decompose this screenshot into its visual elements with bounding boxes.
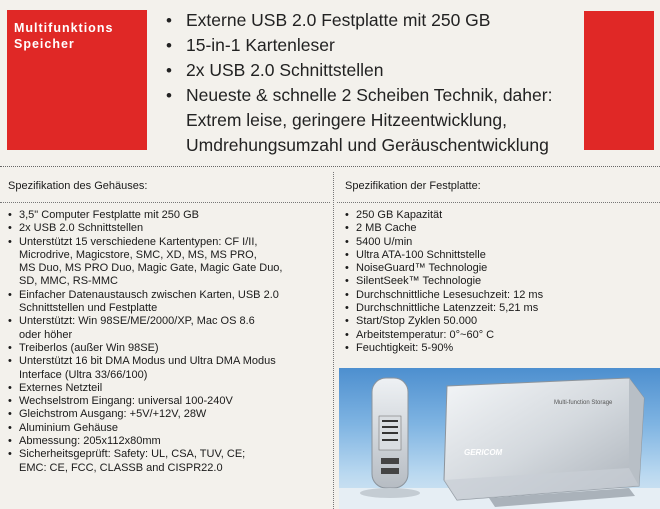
- feature-item-continuation: Umdrehungsumzahl und Geräuschentwicklung: [186, 135, 549, 155]
- bullet-icon: •: [345, 302, 349, 315]
- drive-spec-text: 2 MB Cache: [356, 222, 417, 235]
- bullet-icon: •: [8, 381, 12, 394]
- heading-rule: [0, 202, 330, 203]
- drive-spec-text: NoiseGuard™ Technologie: [356, 262, 488, 275]
- brand-logo-text: GERICOM: [464, 448, 503, 457]
- drive-spec-item: [337, 342, 660, 355]
- bullet-icon: •: [345, 222, 349, 235]
- housing-spec-item: [0, 355, 330, 382]
- card-slot: [382, 420, 398, 422]
- usb-port: [381, 458, 399, 464]
- usb-port: [381, 468, 399, 474]
- housing-spec-text: Gleichstrom Ausgang: +5V/+12V, 28W: [19, 408, 207, 421]
- housing-spec-item: [0, 222, 330, 235]
- bullet-icon: •: [345, 315, 349, 328]
- housing-spec-text: oder höher: [19, 328, 73, 341]
- housing-spec-list: [0, 209, 330, 475]
- drive-spec-text: 5400 U/min: [356, 235, 413, 248]
- column-separator: [333, 172, 334, 509]
- drive-spec-item: [337, 236, 660, 249]
- bullet-icon: •: [166, 36, 172, 55]
- bullet-icon: •: [8, 421, 12, 434]
- housing-spec-text: MS Duo, MS PRO Duo, Magic Gate, Magic Gate Duo,: [19, 262, 283, 275]
- housing-spec-text: Unterstützt 16 bit DMA Modus und Ultra DMA Modus: [19, 355, 276, 368]
- drive-spec-item: [337, 275, 660, 288]
- bullet-icon: •: [166, 11, 172, 30]
- housing-spec-item: [0, 448, 330, 475]
- drive-label-text: Multi-function Storage: [554, 400, 613, 406]
- title-line-1: Multifunktions: [14, 21, 114, 35]
- drive-spec-heading: Spezifikation der Festplatte:: [345, 180, 481, 192]
- bullet-icon: •: [345, 341, 349, 354]
- housing-spec-text: Aluminium Gehäuse: [19, 421, 119, 434]
- bullet-icon: •: [166, 61, 172, 80]
- tower-stand: [360, 488, 420, 498]
- drive-spec-text: Arbeitstemperatur: 0°~60° C: [356, 328, 495, 341]
- feature-item: • Externe USB 2.0 Festplatte mit 250 GB: [166, 8, 586, 33]
- bullet-icon: •: [345, 275, 349, 288]
- feature-item: • 15-in-1 Kartenleser: [166, 33, 586, 58]
- housing-spec-text: 2x USB 2.0 Schnittstellen: [19, 222, 144, 235]
- housing-spec-text: Interface (Ultra 33/66/100): [19, 368, 148, 381]
- bullet-icon: •: [8, 448, 12, 461]
- bullet-icon: •: [8, 435, 12, 448]
- drive-spec-item: [337, 249, 660, 262]
- product-title: [14, 20, 113, 52]
- bullet-icon: •: [345, 248, 349, 261]
- card-slot: [382, 432, 398, 434]
- bullet-icon: •: [345, 209, 349, 221]
- housing-spec-panel: [0, 170, 330, 509]
- drive-spec-text: Ultra ATA-100 Schnittstelle: [356, 248, 486, 261]
- drive-spec-item: [337, 262, 660, 275]
- bullet-icon: •: [8, 315, 12, 328]
- feature-item: • Neueste & schnelle 2 Scheiben Technik, daher:: [166, 83, 586, 108]
- housing-spec-item: [0, 236, 330, 289]
- housing-spec-text: Unterstützt: Win 98SE/ME/2000/XP, Mac OS 8.6: [19, 315, 255, 328]
- bullet-icon: •: [345, 262, 349, 275]
- bullet-icon: •: [345, 235, 349, 248]
- housing-spec-text: Schnittstellen und Festplatte: [19, 302, 158, 315]
- title-line-2: Speicher: [14, 37, 75, 51]
- housing-spec-text: Unterstützt 15 verschiedene Kartentypen: CF I/II,: [19, 235, 258, 248]
- housing-spec-text: Sicherheitsgeprüft: Safety: UL, CSA, TUV, CE;: [19, 448, 246, 461]
- heading-rule: [337, 202, 660, 203]
- drive-spec-text: SilentSeek™ Technologie: [356, 275, 482, 288]
- drive-spec-text: Durchschnittliche Lesesuchzeit: 12 ms: [356, 288, 544, 301]
- bullet-icon: •: [8, 341, 12, 354]
- drive-spec-item: [337, 315, 660, 328]
- housing-spec-item: [0, 422, 330, 435]
- product-illustration: [339, 368, 660, 509]
- product-photo: [339, 368, 660, 509]
- bullet-icon: •: [8, 408, 12, 421]
- drive-spec-text: Feuchtigkeit: 5-90%: [356, 341, 454, 354]
- housing-spec-text: Treiberlos (außer Win 98SE): [19, 341, 159, 354]
- housing-spec-text: Externes Netzteil: [19, 381, 103, 394]
- bullet-icon: •: [8, 222, 12, 235]
- housing-spec-text: Abmessung: 205x112x80mm: [19, 435, 161, 448]
- bullet-icon: •: [8, 288, 12, 301]
- drive-spec-item: [337, 209, 660, 222]
- housing-spec-item: [0, 315, 330, 342]
- housing-spec-item: [0, 209, 330, 222]
- housing-spec-text: SD, MMC, RS-MMC: [19, 275, 118, 288]
- housing-spec-item: [0, 342, 330, 355]
- housing-spec-text: 3,5" Computer Festplatte mit 250 GB: [19, 209, 199, 221]
- drive-spec-text: Durchschnittliche Latenzzeit: 5,21 ms: [356, 302, 539, 315]
- bullet-icon: •: [166, 86, 172, 105]
- housing-spec-item: [0, 382, 330, 395]
- housing-spec-text: Wechselstrom Eingang: universal 100-240V: [19, 395, 233, 408]
- card-slot: [382, 426, 398, 428]
- housing-spec-text: EMC: CE, FCC, CLASSB and CISPR22.0: [19, 461, 223, 474]
- housing-spec-item: [0, 408, 330, 421]
- drive-spec-item: [337, 289, 660, 302]
- housing-spec-item: [0, 289, 330, 316]
- drive-spec-item: [337, 302, 660, 315]
- section-divider: [0, 166, 660, 167]
- housing-spec-heading: Spezifikation des Gehäuses:: [8, 180, 148, 192]
- bullet-icon: •: [8, 235, 12, 248]
- bullet-icon: •: [345, 288, 349, 301]
- housing-spec-item: [0, 435, 330, 448]
- accent-red-box: [584, 11, 654, 150]
- drive-spec-item: [337, 329, 660, 342]
- drive-spec-text: 250 GB Kapazität: [356, 209, 443, 221]
- bullet-icon: •: [345, 328, 349, 341]
- bullet-icon: •: [8, 355, 12, 368]
- bullet-icon: •: [8, 395, 12, 408]
- housing-spec-item: [0, 395, 330, 408]
- drive-spec-item: [337, 222, 660, 235]
- card-slot: [382, 439, 398, 441]
- housing-spec-text: Microdrive, Magicstore, SMC, XD, MS, MS PRO,: [19, 248, 257, 261]
- feature-item: • 2x USB 2.0 Schnittstellen: [166, 58, 586, 83]
- drive-spec-text: Start/Stop Zyklen 50.000: [356, 315, 478, 328]
- drive-spec-list: [337, 209, 660, 355]
- bullet-icon: •: [8, 209, 12, 221]
- feature-list: [166, 8, 586, 158]
- housing-spec-text: Einfacher Datenaustausch zwischen Karten, USB 2.0: [19, 288, 279, 301]
- feature-item-continuation: Extrem leise, geringere Hitzeentwicklung,: [186, 110, 507, 130]
